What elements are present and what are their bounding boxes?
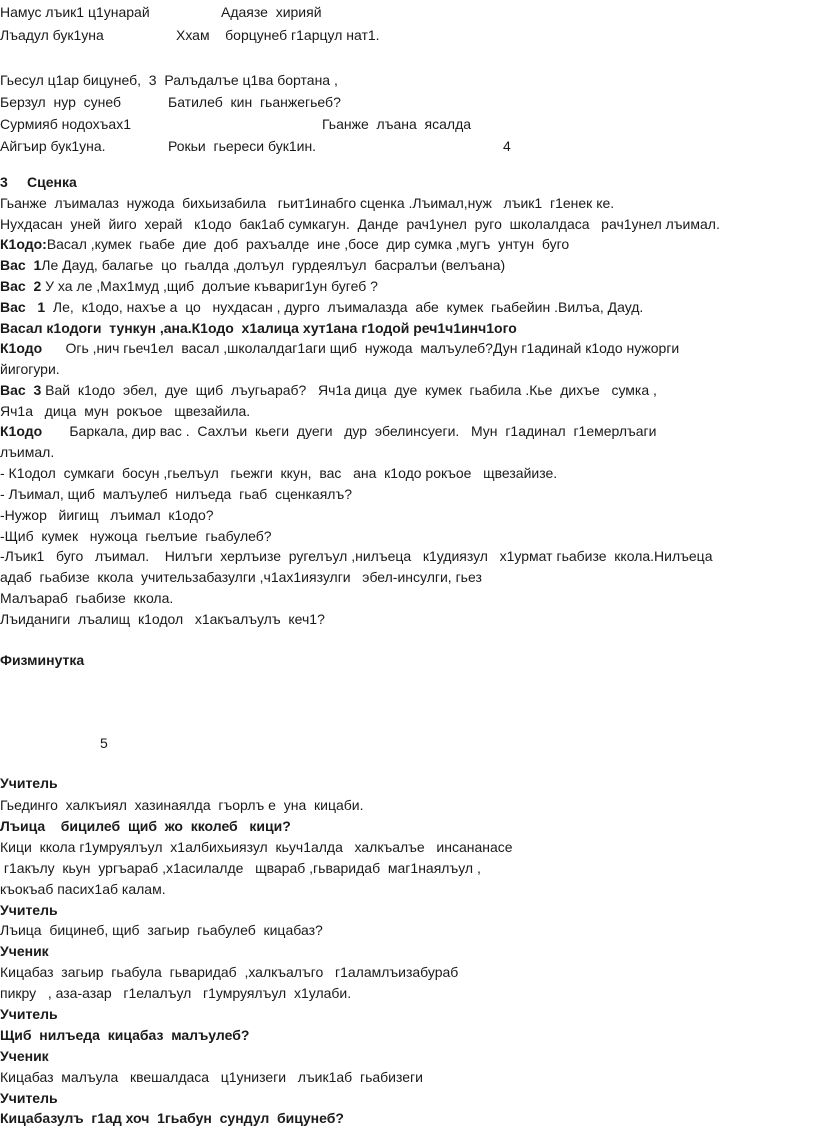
fizminutka-heading: Физминутка [0, 652, 85, 668]
answer-text-1a: Кици ккола г1умруялъул х1албихьиязул кьуч1алда халкъалъе инсананасе [0, 839, 513, 855]
poem-line-5a: Сурмияб нодохъах1 [0, 116, 132, 132]
speech-text: Ле, к1одо, нахъе а цо нухдасан , дурго лъималазда абе кумек гьабейин .Вилъа, Дауд. [45, 299, 644, 315]
speaker-label: К1одо [0, 423, 43, 439]
dialog-vas1-1 [0, 255, 505, 275]
answer-1-cont-2: Малъараб гьабизе ккола. [0, 590, 174, 606]
dialog-kodo-1 [0, 234, 569, 254]
poem-line-5b: Гьанже лъана ясалда [322, 116, 472, 132]
teacher-question-3: Щиб нилъеда кицабаз малъулеб? [0, 1027, 250, 1043]
student-text-1b: пикру , аза-азар г1елалъул г1умруялъул х1улаби. [0, 985, 352, 1001]
question-4: -Щиб кумек нужоца гьелъие гьабулеб? [0, 528, 272, 544]
speech-text: Вай к1одо эбел, дуе щиб лъугьараб? Яч1а дица дуе кумек гьабила .Кье дихъе сумка , [41, 382, 657, 398]
dialog-kodo-3-cont: лъимал. [0, 444, 55, 460]
answer-text-1b: г1акълу кьун ургъараб ,х1асилалде щвараб ,гьваридаб маг1наялъул , [0, 860, 481, 876]
speaker-label: Вас 3 [0, 382, 42, 398]
speaker-label: Вас 2 [0, 278, 42, 294]
poem-line-4b: Батилеб кин гьанжегьеб? [168, 94, 341, 110]
student-text-2: Кицабаз малъула квешалдаса ц1унизеги лъик1аб гьабизеги [0, 1069, 423, 1085]
page-number-4: 4 [503, 138, 511, 154]
teacher-label-4: Учитель [0, 1090, 58, 1106]
student-label-2: Ученик [0, 1048, 49, 1064]
poem-line-1b: Адаязе хирияй [221, 4, 322, 20]
question-2: - Лъимал, щиб малъулеб нилъеда гьаб сценкаялъ? [0, 486, 352, 502]
answer-text-1c: къокъаб пасих1аб калам. [0, 881, 166, 897]
poem-line-4a: Берзул нур сунеб [0, 94, 122, 110]
scene-heading: Сценка [27, 174, 77, 190]
page-number-5: 5 [100, 735, 108, 751]
dialog-kodo-2 [0, 338, 679, 358]
teacher-text-2: Лъица бицинеб, щиб загьир гьабулеб кицабаз? [0, 922, 323, 938]
speech-text: У ха ле ,Мах1муд ,щиб долъие къвариг1ун бугеб ? [41, 278, 378, 294]
poem-line-1a: Намус лъик1 ц1унарай [0, 4, 150, 20]
speaker-label: Вас 1 [0, 299, 46, 315]
dialog-kodo-2-cont: йигогури. [0, 361, 60, 377]
teacher-label-1: Учитель [0, 775, 58, 791]
question-1: - К1одол сумкаги босун ,гьелъул гьежги ккун, вас ана к1одо рокъое щвезайизе. [0, 465, 558, 481]
question-5: Лъиданиги лъалищ к1одол х1акъалъулъ кеч1? [0, 611, 325, 627]
scene-intro-1: Гьанже лъималаз нужода бихьизабила гьит1инабго сценка .Лъимал,нуж лъик1 г1енек ке. [0, 195, 615, 211]
question-3: -Нужор йигищ лъимал к1одо? [0, 507, 214, 523]
student-label-1: Ученик [0, 943, 49, 959]
teacher-question-1: Лъица бицилеб щиб жо кколеб кици? [0, 818, 291, 834]
speech-text: Ле Дауд, балагье цо гьалда ,долъул гурдеялъул басралъи (велъана) [41, 257, 506, 273]
answer-1-cont: адаб гьабизе ккола учительзабазулги ,ч1ах1иязулги эбел-инсулги, гьез [0, 569, 482, 585]
student-text-1a: Кицабаз загьир гьабула гьваридаб ,халкъалъго г1аламлъизабураб [0, 964, 459, 980]
dialog-vas1-2 [0, 297, 643, 317]
poem-line-6b: Рокьи гьереси бук1ин. [168, 138, 317, 154]
dialog-kodo-3 [0, 421, 656, 441]
teacher-question-4: Кицабазулъ г1ад хоч 1гьабун сундул бицунеб? [0, 1110, 344, 1126]
speech-text: Васал ,кумек гьабе дие доб рахъалде ине ,босе дир сумка ,мугъ унтун буго [46, 236, 570, 252]
answer-1: -Лъик1 буго лъимал. Нилъги херлъизе ругелъул ,нилъеца к1удиязул х1урмат гьабизе ккола.Нилъеца [0, 548, 713, 564]
dialog-vas3 [0, 380, 657, 400]
poem-line-2b: Ххам борцунеб г1арцул нат1. [176, 27, 380, 43]
dialog-vas2 [0, 276, 378, 296]
teacher-text-1: Гьединго халкъиял хазинаялда гъорлъ е уна кицаби. [0, 797, 364, 813]
stage-direction: Васал к1одоги тункун ,ана.К1одо х1алица хут1ана г1одой реч1ч1инч1ого [0, 320, 517, 336]
speech-text: Огь ,нич гьеч1ел васал ,школалдаг1аги щиб нужода малъулеб?Дун г1адинай к1одо нужорги [42, 340, 680, 356]
dialog-vas3-cont: Яч1а дица мун рокъое щвезайила. [0, 403, 251, 419]
poem-line-3: Гьесул ц1ар бицунеб, 3 Ралъдалъе ц1ва бортана , [0, 72, 338, 88]
speech-text: Баркала, дир вас . Сахлъи кьеги дуеги дур эбелинсуеги. Мун г1адинал г1емерлъаги [42, 423, 657, 439]
speaker-label: К1одо: [0, 236, 47, 252]
scene-intro-2: Нухдасан уней йиго херай к1одо бак1аб сумкагун. Данде рач1унел руго школалдаса рач1унел лъимал. [0, 216, 720, 232]
poem-line-6a: Айгъир бук1уна. [0, 138, 106, 154]
speaker-label: К1одо [0, 340, 43, 356]
poem-line-2a: Лъадул бук1уна [0, 27, 104, 43]
teacher-label-3: Учитель [0, 1006, 58, 1022]
teacher-label-2: Учитель [0, 902, 58, 918]
scene-heading-number: 3 [0, 174, 8, 190]
speaker-label: Вас 1 [0, 257, 42, 273]
